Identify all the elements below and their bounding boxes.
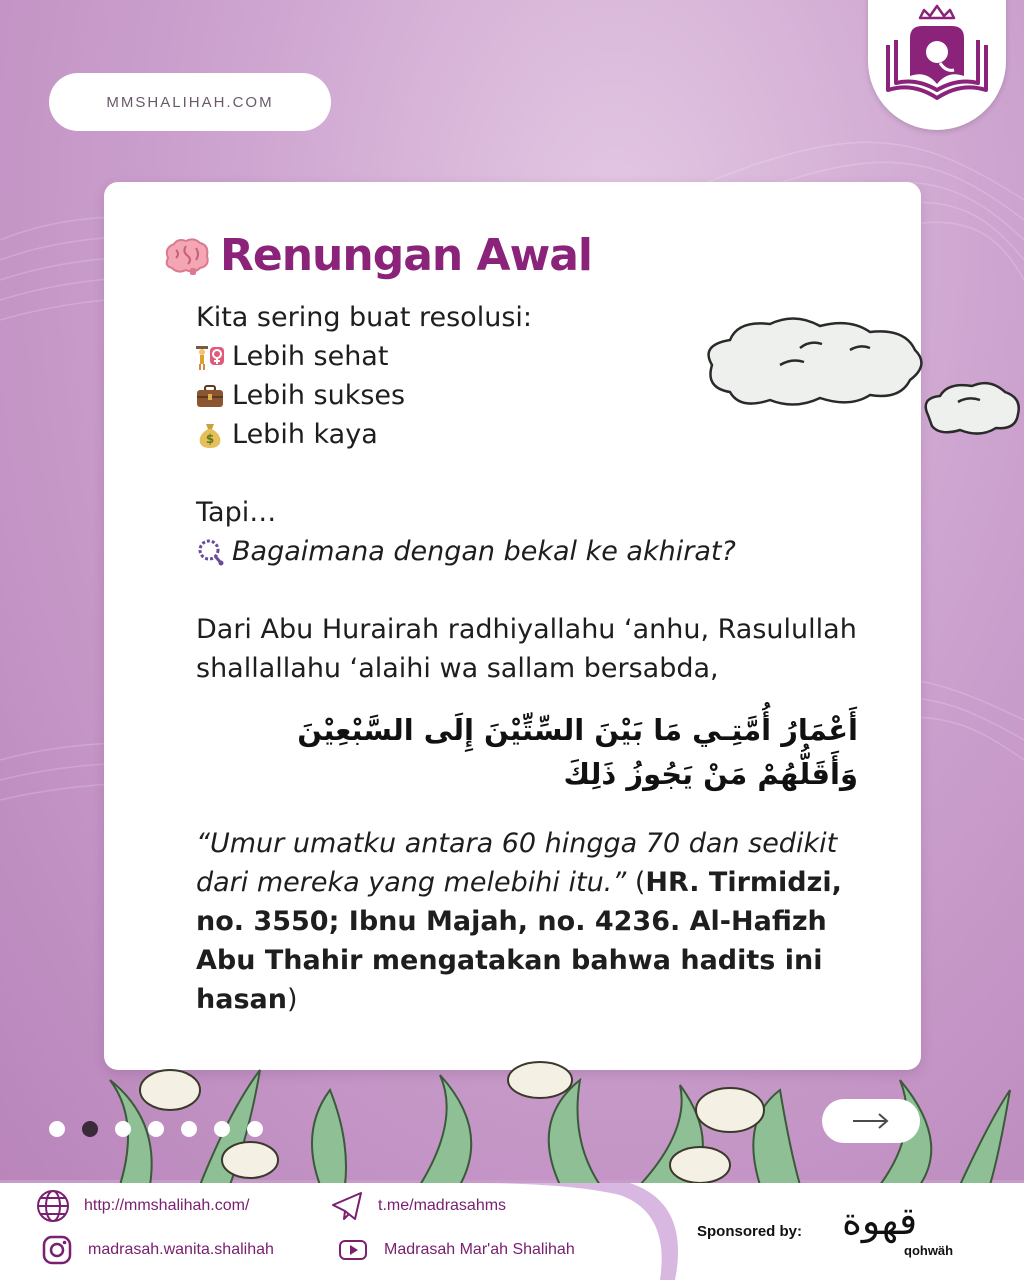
youtube-icon — [336, 1233, 370, 1267]
website-link[interactable]: http://mmshalihah.com/ — [84, 1197, 250, 1214]
brain-emoji-icon — [162, 236, 210, 276]
intro-text: Kita sering buat resolusi: — [196, 302, 532, 333]
card-title-row — [162, 230, 592, 281]
decorative-clouds — [700, 310, 1024, 450]
tapi-text: Tapi… — [196, 497, 277, 528]
pagination-dot[interactable] — [181, 1121, 197, 1137]
next-button[interactable] — [822, 1099, 920, 1143]
telegram-link[interactable]: t.me/madrasahms — [378, 1197, 507, 1214]
pagination-dot-active[interactable] — [82, 1121, 98, 1137]
narration-text: Dari Abu Hurairah radhiyallahu ‘anhu, Rasulullah shallallahu ‘alaihi wa sallam bersabda, — [196, 614, 857, 684]
list-item-label: Lebih sehat — [232, 341, 389, 372]
book-crown-logo-icon — [868, 0, 1006, 130]
pagination-dot[interactable] — [247, 1121, 263, 1137]
footer — [0, 1183, 1024, 1280]
pagination-dot[interactable] — [49, 1121, 65, 1137]
source-open: ( — [626, 867, 646, 898]
question-line — [196, 532, 886, 571]
briefcase-emoji-icon — [196, 382, 224, 410]
weightlifter-emoji-icon — [196, 343, 224, 371]
sponsor-arabic-logo: قهوة — [842, 1199, 918, 1243]
instagram-icon — [40, 1233, 74, 1267]
arabic-hadith: أَعْمَارُ أُمَّتِـي مَا بَيْنَ السِّتِّيْنَ إِلَى السَّبْعِيْنَ وَأَقَلُّهُمْ مَنْ يَجُوزُ ذَلِكَ — [297, 713, 858, 791]
footer-telegram[interactable] — [330, 1189, 506, 1223]
site-url-pill[interactable] — [49, 73, 331, 131]
money-bag-emoji-icon — [196, 421, 224, 449]
instagram-link[interactable]: madrasah.wanita.shalihah — [88, 1241, 274, 1258]
translation-text: “Umur umatku antara 60 hingga 70 dan sedikit dari mereka yang melebihi itu.” — [196, 828, 838, 898]
pagination-dot[interactable] — [214, 1121, 230, 1137]
list-item-label: Lebih sukses — [232, 380, 406, 411]
footer-instagram[interactable] — [40, 1233, 274, 1267]
pagination-dot[interactable] — [148, 1121, 164, 1137]
pagination-dot[interactable] — [115, 1121, 131, 1137]
translation-paragraph — [196, 824, 886, 1019]
logo-badge — [868, 0, 1006, 130]
prayer-beads-emoji-icon — [196, 538, 224, 566]
sponsor-name: qohwäh — [904, 1243, 954, 1258]
svg-text:$: $ — [205, 431, 215, 446]
site-url-label: MMSHALIHAH.COM — [106, 93, 274, 111]
pagination-dots — [49, 1121, 263, 1137]
footer-youtube[interactable] — [336, 1233, 575, 1267]
footer-website[interactable] — [36, 1189, 249, 1223]
telegram-icon — [330, 1189, 364, 1223]
sponsored-by-label: Sponsored by: — [697, 1223, 803, 1240]
arrow-right-icon — [851, 1111, 891, 1131]
card-title: Renungan Awal — [220, 230, 592, 281]
qohwah-logo — [836, 1197, 976, 1267]
source-text: HR. Tirmidzi, no. 3550; Ibnu Majah, no. 4236. Al-Hafizh Abu Thahir mengatakan bahwa hadits ini hasan — [196, 867, 842, 1015]
list-item-label: Lebih kaya — [232, 419, 378, 450]
source-close: ) — [286, 984, 298, 1015]
question-text: Bagaimana dengan bekal ke akhirat? — [232, 536, 736, 567]
youtube-link[interactable]: Madrasah Mar'ah Shalihah — [384, 1241, 575, 1258]
globe-icon — [36, 1189, 70, 1223]
